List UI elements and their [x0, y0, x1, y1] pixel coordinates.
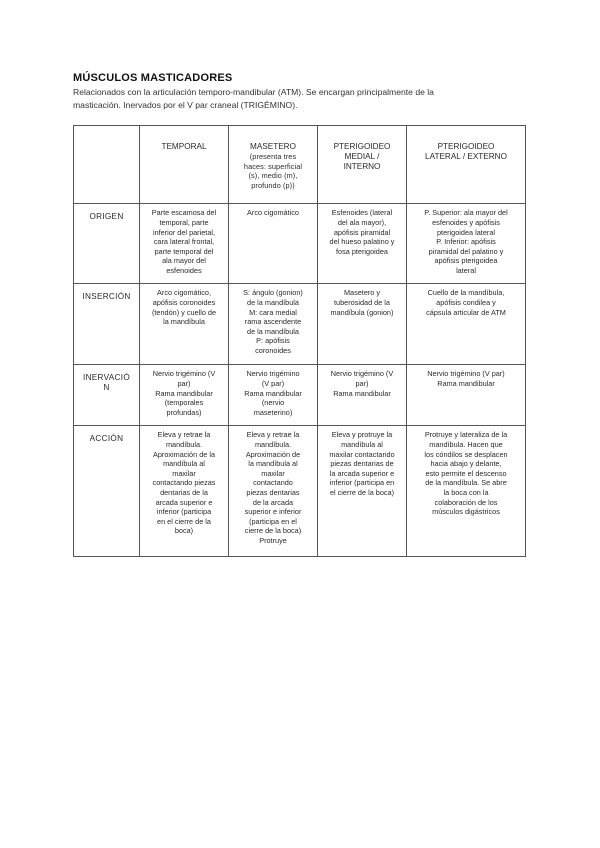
column-header-pterigoideo-lateral: [407, 126, 526, 204]
table-cell: Arco cigomático: [229, 204, 318, 284]
column-title: PTERIGOIDEO MEDIAL / INTERNO: [333, 142, 391, 171]
table-cell: Eleva y retrae la mandíbula. Aproximación de la mandíbula al maxilar contactando piezas dentarias de la arcada superior e inferior (participa en el cierre de la boca) Protruye: [229, 426, 318, 557]
table-row-insercion: [74, 284, 526, 365]
table-cell: Masetero y tuberosidad de la mandíbula (gonion): [318, 284, 407, 365]
row-header-accion: ACCIÓN: [74, 426, 140, 557]
document-title: MÚSCULOS MASTICADORES: [73, 72, 233, 84]
table-cell: Esfenoides (lateral del ala mayor), apófisis piramidal del hueso palatino y fosa pterigoidea: [318, 204, 407, 284]
row-header-inervacion: INERVACIÓ N: [74, 365, 140, 426]
column-header-temporal: [140, 126, 229, 204]
table-header-row: [74, 126, 526, 204]
table-cell: S: ángulo (gonion) de la mandíbula M: cara medial rama ascendente de la mandíbula P: apófisis coronoides: [229, 284, 318, 365]
column-title: PTERIGOIDEO LATERAL / EXTERNO: [425, 142, 507, 161]
table-cell: Eleva y protruye la mandíbula al maxilar contactando piezas dentarias de la arcada superior e inferior (participa en el cierre de la boca): [318, 426, 407, 557]
row-header-insercion: INSERCIÓN: [74, 284, 140, 365]
document-intro: Relacionados con la articulación temporo-mandibular (ATM). Se encargan principalmente de la masticación. Inervados por el V par craneal (TRIGÉMINO).: [73, 87, 434, 110]
table-row-inervacion: [74, 365, 526, 426]
table-cell: P. Superior: ala mayor del esfenoides y apófisis pterigoidea lateral P. Inferior: apófisis piramidal del palatino y apófisis pterigoidea lateral: [407, 204, 526, 284]
table-cell: Nervio trigémino (V par) Rama mandibular (temporales profundas): [140, 365, 229, 426]
muscles-table: [73, 125, 526, 557]
table-cell: Protruye y lateraliza de la mandíbula. Hacen que los cóndilos se desplacen hacia abajo y delante, esto permite el descenso de la mandíbula. Se abre la boca con la colaboración de los músculos digástricos: [407, 426, 526, 557]
table-cell: Nervio trigémino (V par) Rama mandibular: [407, 365, 526, 426]
table-cell: Eleva y retrae la mandíbula. Aproximación de la mandíbula al maxilar contactando piezas dentarias de la arcada superior e inferior (participa en el cierre de la boca): [140, 426, 229, 557]
column-header-masetero: [229, 126, 318, 204]
table-cell: Nervio trigémino (V par) Rama mandibular: [318, 365, 407, 426]
table-cell: Arco cigomático, apófisis coronoides (tendón) y cuello de la mandíbula: [140, 284, 229, 365]
column-header-pterigoideo-medial: [318, 126, 407, 204]
table-corner-cell: [74, 126, 140, 204]
table-row-origen: [74, 204, 526, 284]
table-cell: Cuello de la mandíbula, apófisis condilea y cápsula articular de ATM: [407, 284, 526, 365]
column-title: MASETERO: [250, 142, 296, 151]
table-row-accion: [74, 426, 526, 557]
table-cell: Parte escamosa del temporal, parte inferior del parietal, cara lateral frontal, parte temporal del ala mayor del esfenoides: [140, 204, 229, 284]
row-header-origen: ORIGEN: [74, 204, 140, 284]
column-title: TEMPORAL: [161, 142, 207, 151]
table-cell: Nervio trigémino (V par) Rama mandibular (nervio maseterino): [229, 365, 318, 426]
column-note: (presenta tres haces: superficial (s), medio (m), profundo (p)): [243, 152, 303, 190]
